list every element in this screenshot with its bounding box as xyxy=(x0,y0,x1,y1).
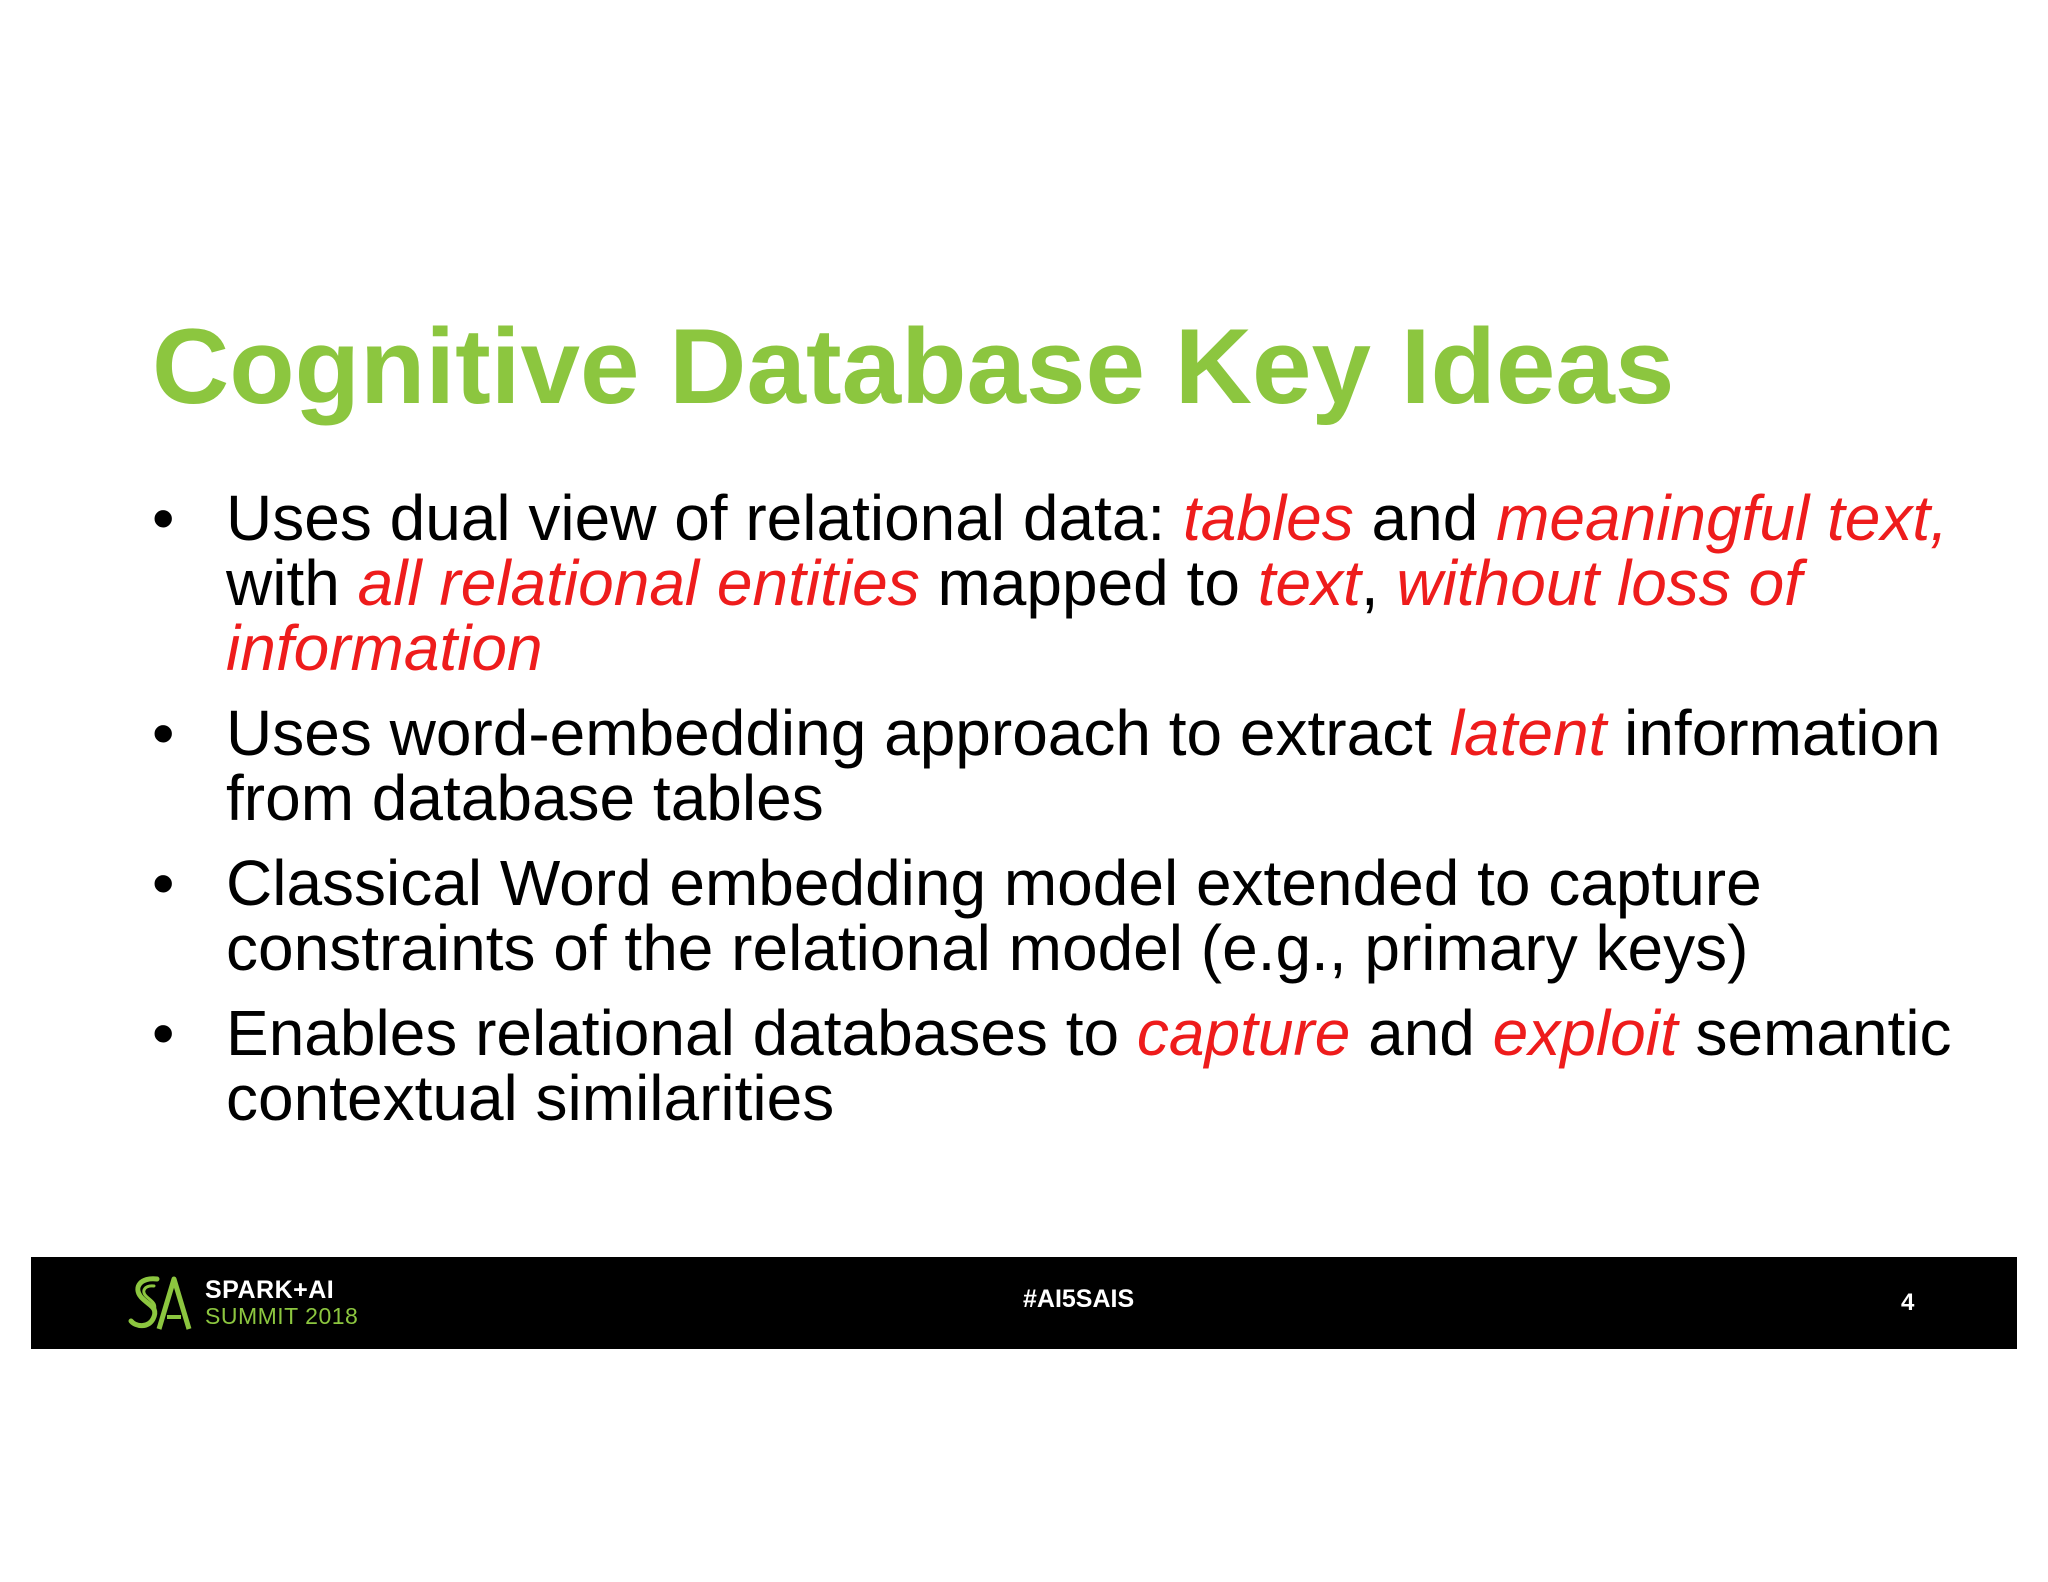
emphasis-text: without loss of information xyxy=(226,547,1802,684)
emphasis-text: text xyxy=(1257,547,1361,619)
bullet-dot: • xyxy=(152,482,175,554)
emphasis-text: capture xyxy=(1136,997,1351,1069)
bullet-item xyxy=(152,997,2012,1134)
bullet-dot: • xyxy=(152,997,175,1069)
bullet-dot: • xyxy=(152,697,175,769)
footer-bar xyxy=(31,1257,2017,1349)
bullet-dot: • xyxy=(152,847,175,919)
bullet-text: with xyxy=(226,547,358,619)
emphasis-text: tables xyxy=(1182,482,1354,554)
page-number: 4 xyxy=(1901,1289,1915,1316)
bullet-item xyxy=(152,482,2012,684)
emphasis-text: exploit xyxy=(1492,997,1678,1069)
slide-title: Cognitive Database Key Ideas xyxy=(152,306,1675,426)
logo-subtitle: SUMMIT 2018 xyxy=(205,1303,359,1329)
bullet-list xyxy=(152,482,2012,1151)
bullet-text: Classical Word embedding model extended to capture constraints of the relational model (e.g., primary keys) xyxy=(226,847,1762,984)
bullet-text: information from database tables xyxy=(226,697,1941,834)
logo-title: SPARK+AI xyxy=(205,1276,335,1304)
bullet-text: and xyxy=(1350,997,1493,1069)
emphasis-text: all relational entities xyxy=(357,547,920,619)
bullet-text: mapped to xyxy=(919,547,1258,619)
emphasis-text: latent xyxy=(1449,697,1607,769)
spark-ai-summit-logo xyxy=(127,1273,358,1333)
bullet-text: , xyxy=(1360,547,1397,619)
bullet-text: and xyxy=(1353,482,1497,554)
bullet-item xyxy=(152,697,2012,834)
spark-ai-summit-logo-icon xyxy=(127,1273,193,1333)
bullet-item xyxy=(152,847,2012,984)
event-hashtag: #AI5SAIS xyxy=(1023,1285,1135,1313)
bullet-text: Uses dual view of relational data: xyxy=(226,482,1183,554)
bullet-text: Enables relational databases to xyxy=(226,997,1137,1069)
bullet-text: semantic contextual similarities xyxy=(226,997,1952,1134)
bullet-text: Uses word-embedding approach to extract xyxy=(226,697,1450,769)
emphasis-text: meaningful text, xyxy=(1496,482,1948,554)
